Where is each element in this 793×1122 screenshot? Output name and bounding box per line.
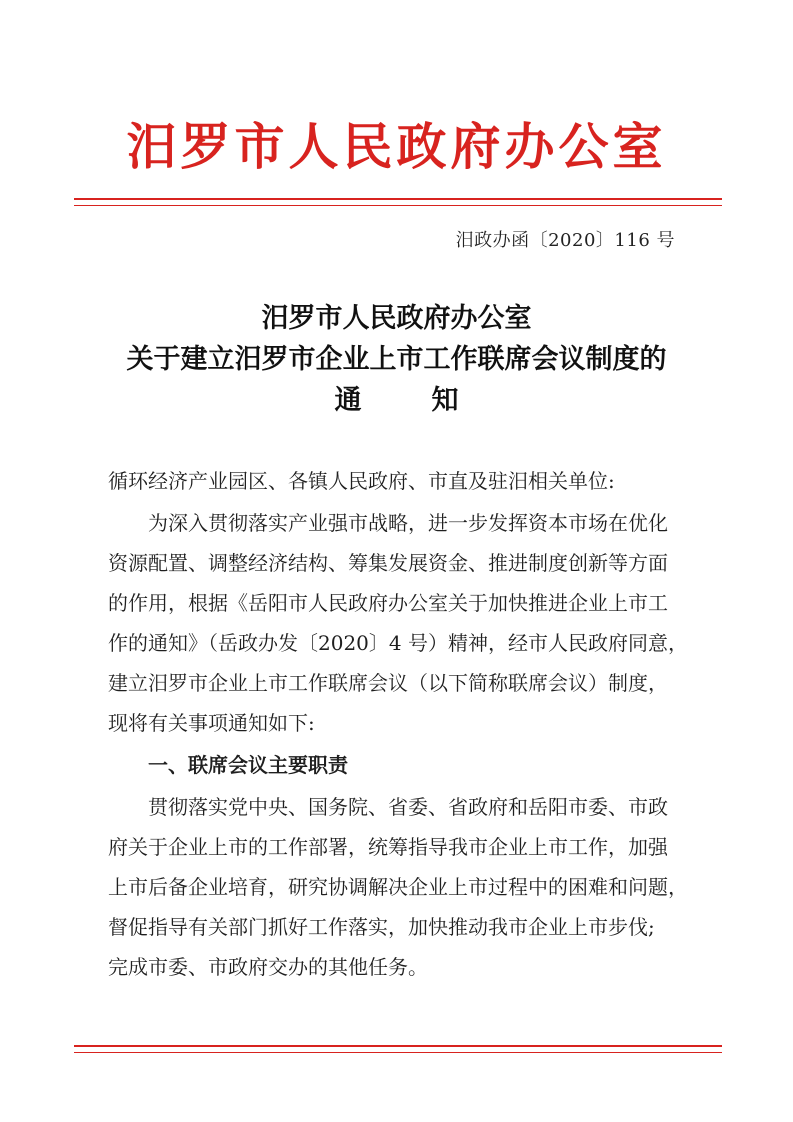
paragraph-1-line: 资源配置、调整经济结构、筹集发展资金、推进制度创新等方面 bbox=[108, 551, 668, 575]
section-1-heading: 一、联席会议主要职责 bbox=[148, 753, 348, 777]
paragraph-2-line: 贯彻落实党中央、国务院、省委、省政府和岳阳市委、市政 bbox=[148, 795, 668, 819]
footer-red-rule-thick bbox=[74, 1045, 722, 1047]
paragraph-2-line: 督促指导有关部门抓好工作落实，加快推动我市企业上市步伐; bbox=[108, 915, 655, 939]
footer-red-rule-thin bbox=[74, 1052, 722, 1053]
paragraph-1-line: 现将有关事项通知如下: bbox=[108, 711, 315, 735]
document-number: 汨政办函〔2020〕116 号 bbox=[455, 230, 675, 251]
letterhead-org-name: 汨罗市人民政府办公室 bbox=[126, 118, 667, 176]
paragraph-2-line: 完成市委、市政府交办的其他任务。 bbox=[108, 955, 428, 979]
paragraph-1-line: 作的通知》（岳政办发〔2020〕4 号）精神，经市人民政府同意， bbox=[108, 631, 688, 655]
letterhead-red-rule-thin bbox=[74, 205, 722, 206]
title-line-2: 关于建立汨罗市企业上市工作联席会议制度的 bbox=[126, 344, 667, 375]
title-line-3: 通知 bbox=[334, 385, 529, 416]
paragraph-1-line: 为深入贯彻落实产业强市战略，进一步发挥资本市场在优化 bbox=[148, 511, 668, 535]
addressee: 循环经济产业园区、各镇人民政府、市直及驻汨相关单位: bbox=[108, 469, 615, 493]
paragraph-2-line: 上市后备企业培育，研究协调解决企业上市过程中的困难和问题， bbox=[108, 875, 688, 899]
paragraph-1-line: 的作用，根据《岳阳市人民政府办公室关于加快推进企业上市工 bbox=[108, 591, 668, 615]
paragraph-2-line: 府关于企业上市的工作部署，统筹指导我市企业上市工作，加强 bbox=[108, 835, 668, 859]
letterhead-red-rule-thick bbox=[74, 198, 722, 200]
paragraph-1-line: 建立汨罗市企业上市工作联席会议（以下简称联席会议）制度， bbox=[108, 671, 668, 695]
title-line-1: 汨罗市人民政府办公室 bbox=[261, 303, 532, 334]
